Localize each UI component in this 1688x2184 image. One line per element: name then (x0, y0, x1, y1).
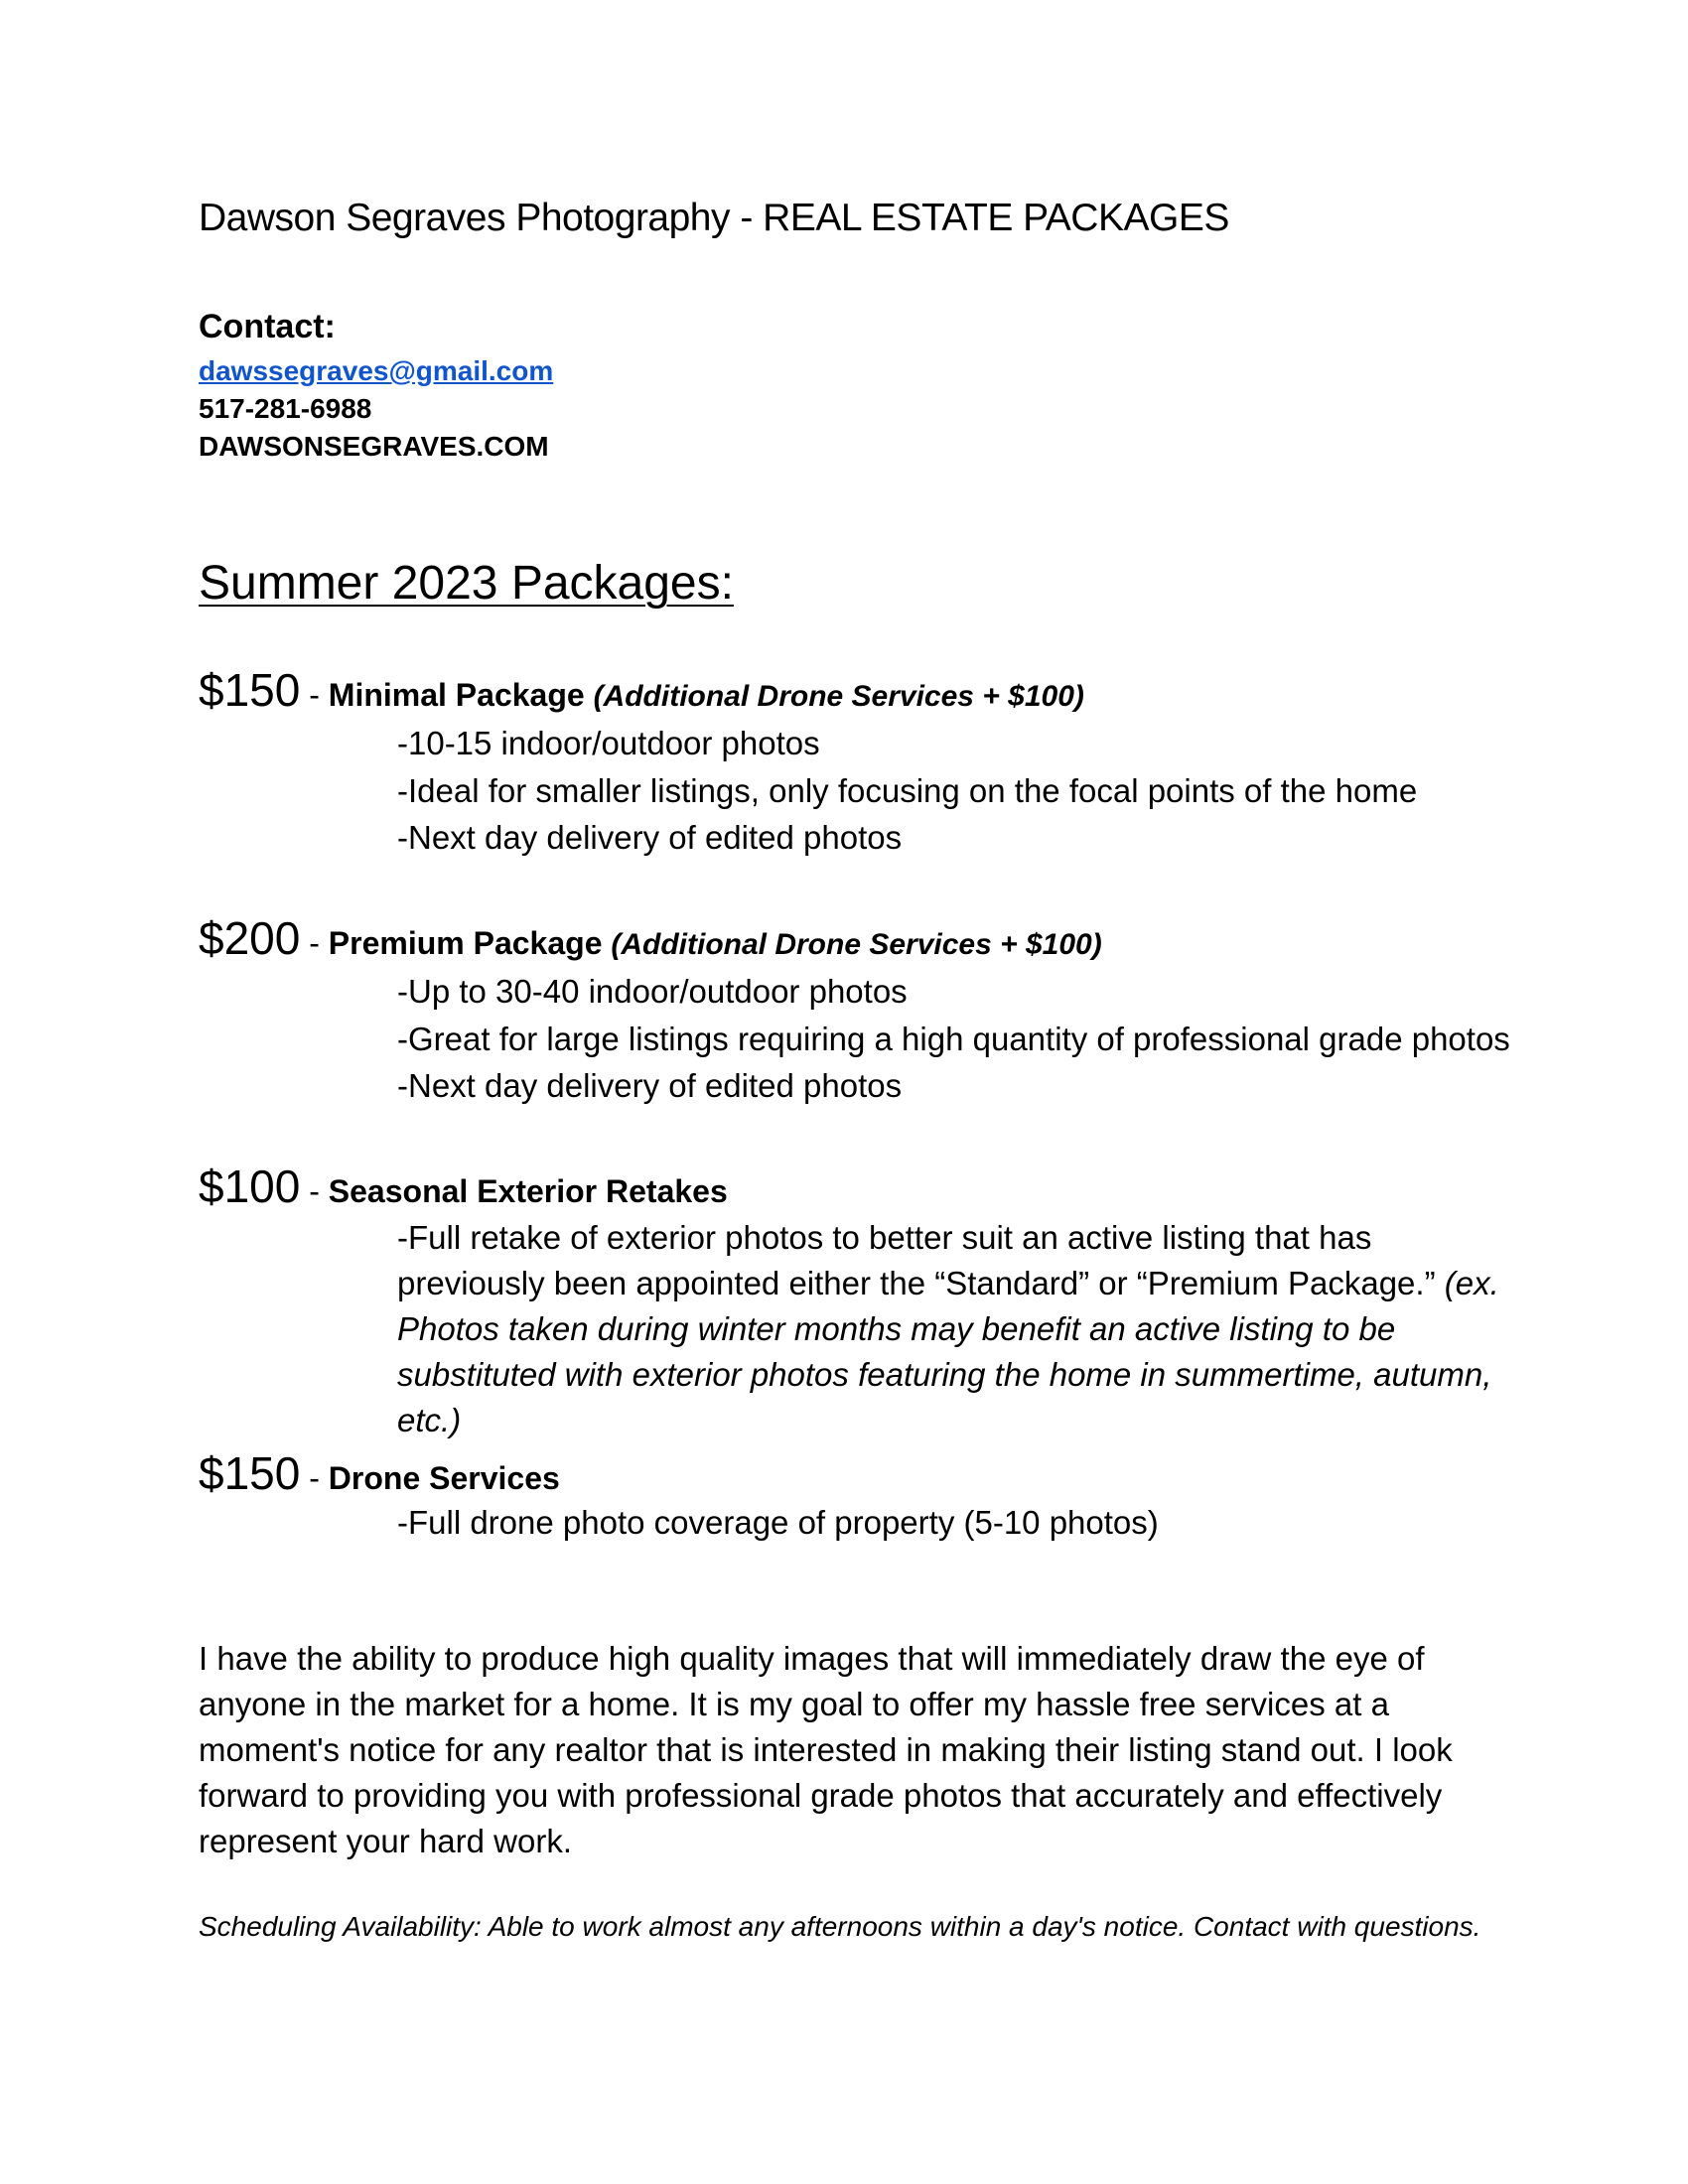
scheduling-availability: Scheduling Availability: Able to work almost any afternoons within a day's notice. Contact with questions. (199, 1911, 1481, 1942)
package-bullet: -Ideal for smaller listings, only focusing on the focal points of the home (397, 772, 1418, 809)
contact-website: DAWSONSEGRAVES.COM (199, 431, 549, 462)
package-heading (199, 911, 1102, 965)
contact-phone: 517-281-6988 (199, 393, 372, 424)
package-separator: - (309, 677, 320, 713)
package-description-block (397, 1215, 1499, 1443)
package-price: $150 (199, 1447, 301, 1499)
package-name: Drone Services (328, 1460, 560, 1496)
package-bullet: -Full drone photo coverage of property (5-10 photos) (397, 1504, 1159, 1541)
package-name: Premium Package (328, 925, 603, 961)
closing-paragraph: I have the ability to produce high quality images that will immediately draw the eye of anyone in the market for a home. It is my goal to offer my hassle free services at a moment's notice for any realtor that is interested in making their listing stand out. I look forward to providing you with professional grade photos that accurately and effectively represent your hard work. (199, 1640, 1453, 1859)
contact-label: Contact: (199, 308, 336, 345)
package-price: $150 (199, 664, 301, 716)
package-price: $200 (199, 912, 301, 964)
package-separator: - (309, 1173, 320, 1209)
package-name: Minimal Package (328, 677, 585, 713)
package-bullet: -Next day delivery of edited photos (397, 819, 903, 856)
package-drone-note: (Additional Drone Services + $100) (593, 680, 1084, 713)
package-heading (199, 663, 1084, 717)
package-heading (199, 1160, 728, 1213)
document-title: Dawson Segraves Photography - REAL ESTATE PACKAGES (199, 197, 1229, 239)
package-heading (199, 1446, 560, 1500)
package-example-note: (ex. Photos taken during winter months may benefit an active listing to be substituted with exterior photos featuring the home in summertime, autumn, etc.) (397, 1265, 1499, 1438)
package-bullet: -Great for large listings requiring a high quantity of professional grade photos (397, 1021, 1510, 1057)
package-separator: - (309, 925, 320, 961)
section-title: Summer 2023 Packages: (199, 557, 734, 610)
package-bullet: -10-15 indoor/outdoor photos (397, 725, 820, 761)
package-drone-note: (Additional Drone Services + $100) (611, 928, 1102, 961)
contact-email-link[interactable]: dawssegraves@gmail.com (199, 355, 554, 386)
package-name: Seasonal Exterior Retakes (328, 1173, 728, 1209)
package-description: -Full retake of exterior photos to better suit an active listing that has previously been appointed either the “Standard” or “Premium Package.” (397, 1219, 1436, 1301)
package-bullet: -Up to 30-40 indoor/outdoor photos (397, 973, 908, 1010)
package-bullet: -Next day delivery of edited photos (397, 1067, 903, 1104)
package-separator: - (309, 1460, 320, 1496)
package-price: $100 (199, 1160, 301, 1212)
